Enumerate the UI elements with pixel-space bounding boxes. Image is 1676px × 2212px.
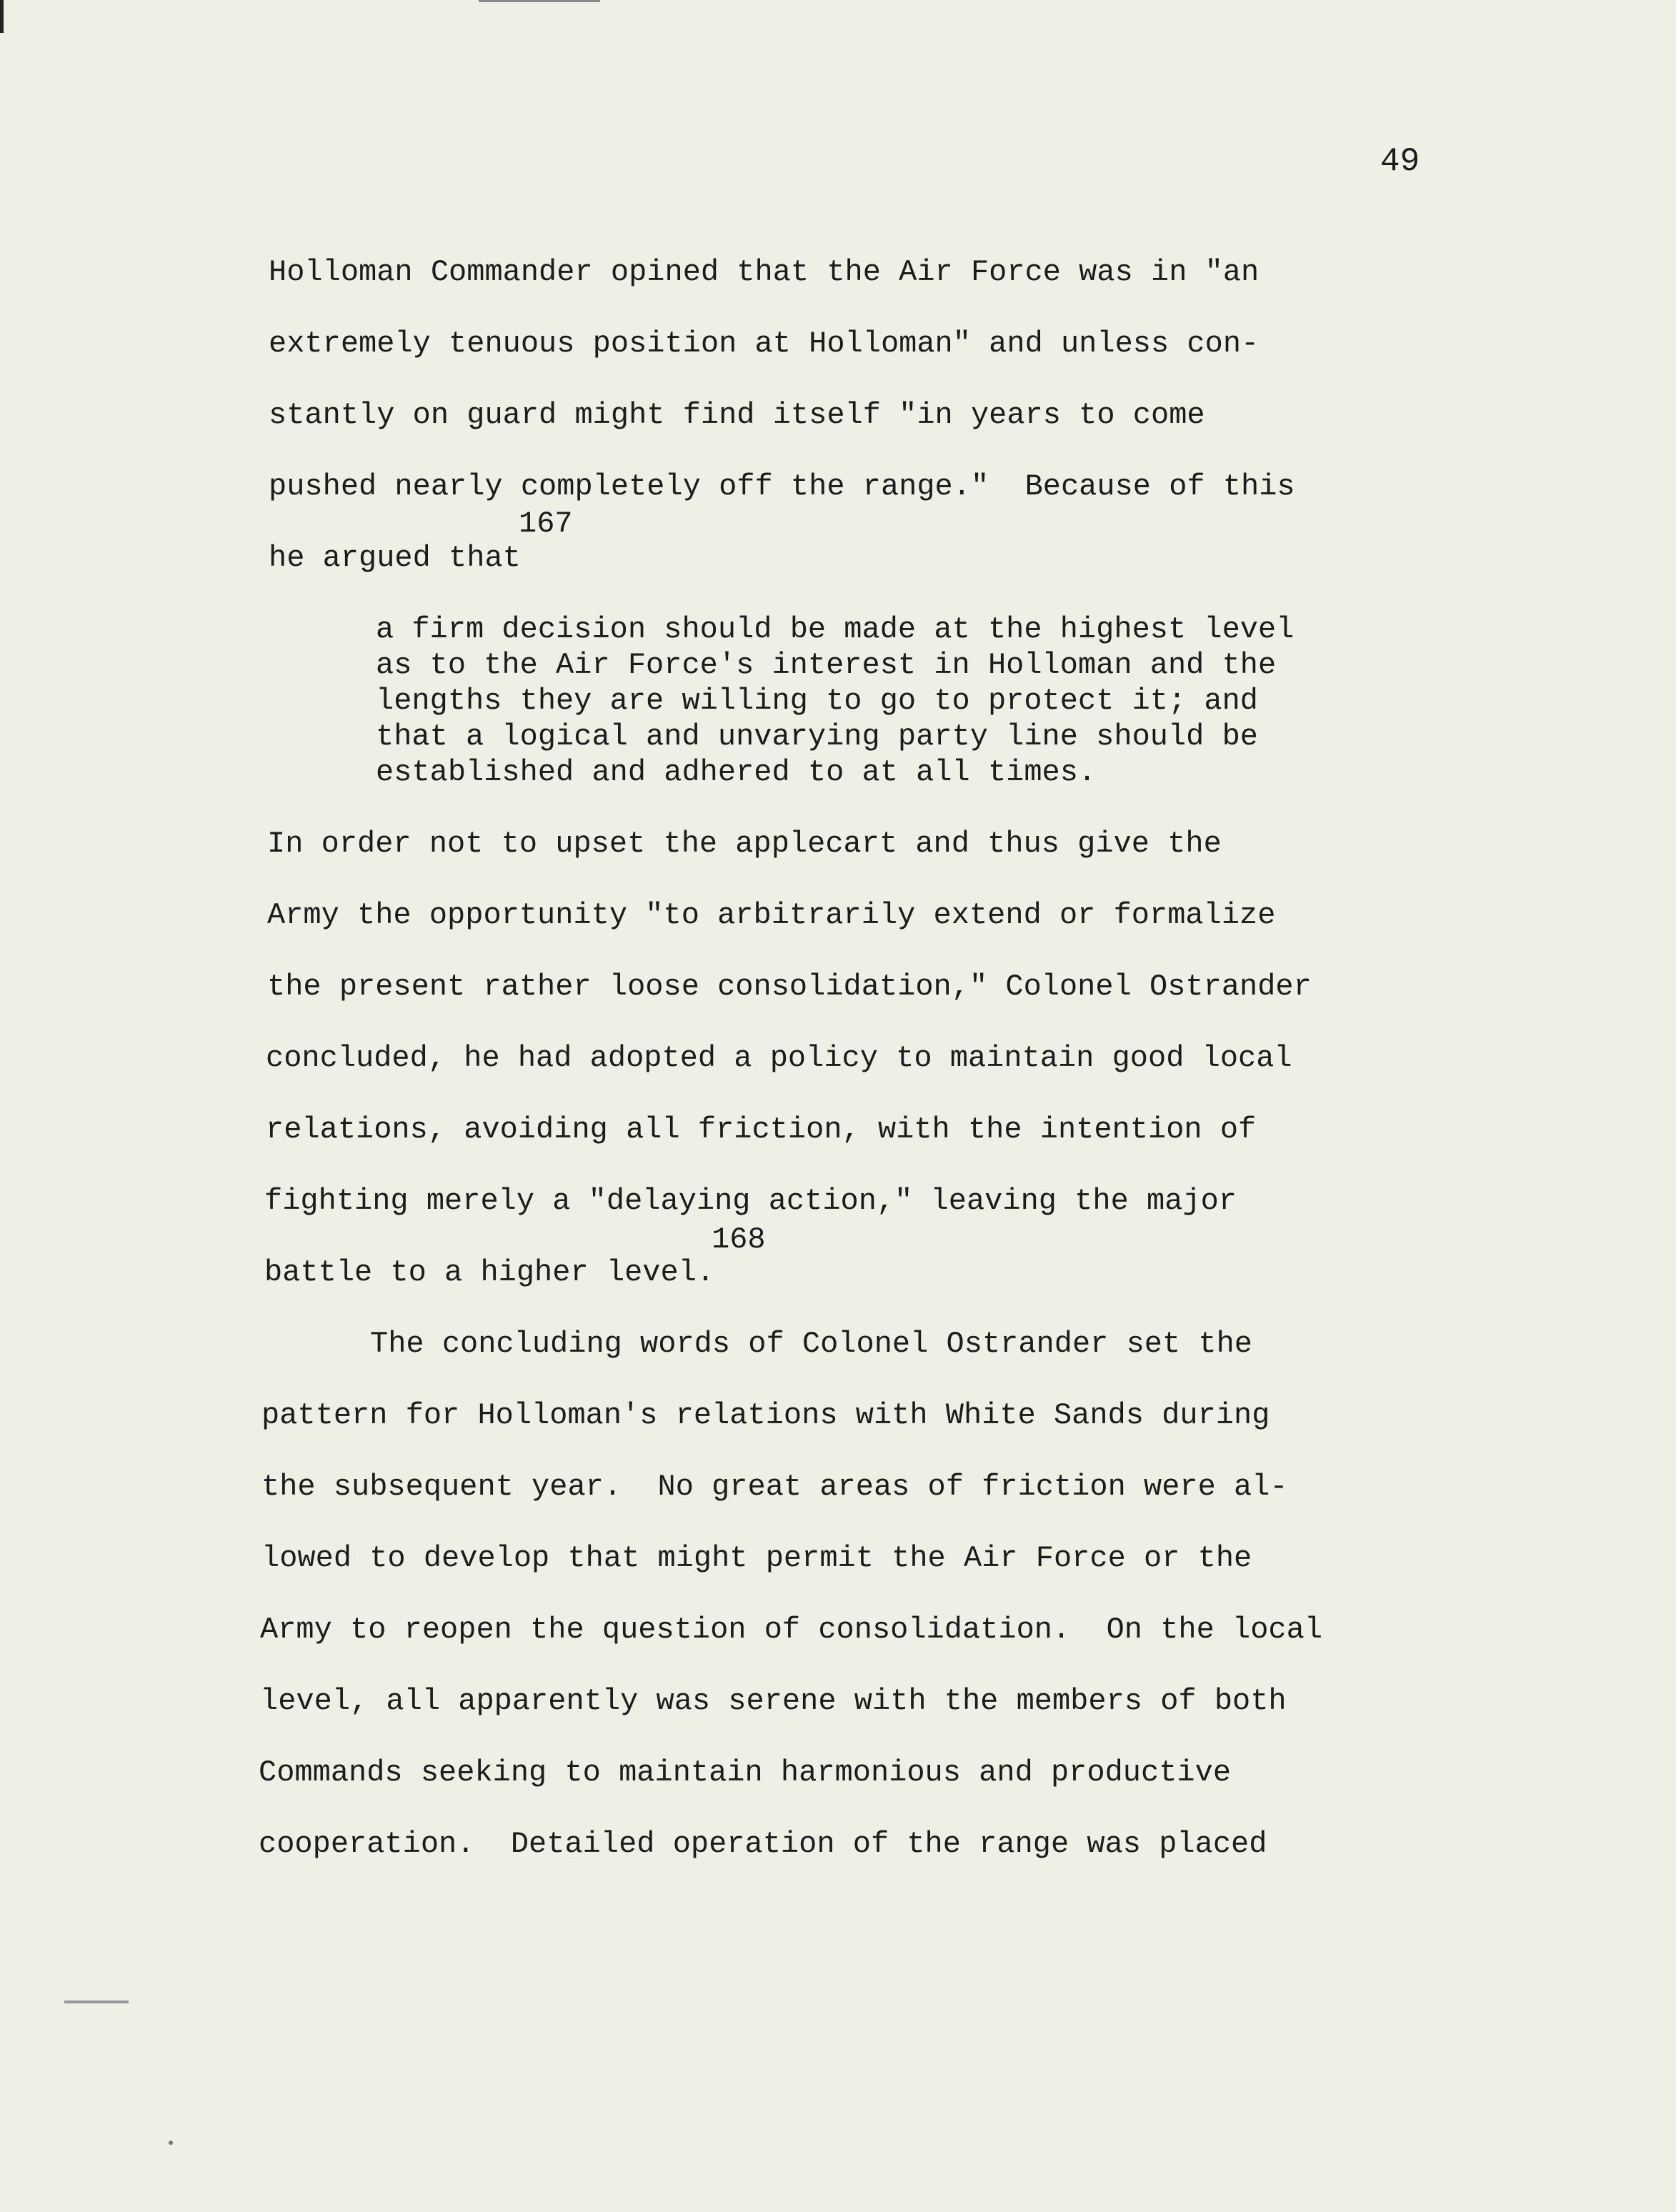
paragraph-3-line: the subsequent year. No great areas of friction were al- [261, 1470, 1288, 1504]
paragraph-1-line: he argued that [269, 541, 521, 575]
scan-margin-line [64, 2001, 129, 2003]
paragraph-3-line: The concluding words of Colonel Ostrander set the [370, 1327, 1253, 1361]
scan-edge-mark [0, 0, 4, 33]
block-quote-line: as to the Air Force's interest in Holloman and the [376, 648, 1277, 682]
page-number: 49 [1380, 143, 1420, 180]
paragraph-3-line: Army to reopen the question of consolidation. On the local [260, 1613, 1323, 1647]
paragraph-1-line: pushed nearly completely off the range." Because of this [269, 469, 1295, 504]
paragraph-2-line: battle to a higher level. [264, 1255, 715, 1290]
scan-dot [169, 2141, 173, 2145]
block-quote-line: lengths they are willing to go to protect it; and [376, 684, 1259, 718]
paragraph-1-line: extremely tenuous position at Holloman" and unless con- [269, 327, 1260, 361]
footnote-ref-167: 167 [519, 507, 573, 541]
paragraph-3-line: cooperation. Detailed operation of the range was placed [259, 1827, 1267, 1861]
paragraph-3-line: lowed to develop that might permit the Air Force or the [261, 1541, 1252, 1575]
paragraph-3-line: Commands seeking to maintain harmonious and productive [259, 1755, 1232, 1790]
footnote-ref-168: 168 [712, 1222, 766, 1257]
paragraph-2-line: Army the opportunity "to arbitrarily extend or formalize [267, 898, 1276, 932]
paragraph-2-line: In order not to upset the applecart and thus give the [267, 827, 1222, 861]
paragraph-3-line: level, all apparently was serene with the members of both [260, 1684, 1287, 1718]
scan-top-line [479, 0, 600, 2]
block-quote-line: established and adhered to at all times. [376, 755, 1097, 789]
block-quote-line: that a logical and unvarying party line should be [376, 719, 1259, 754]
paragraph-2-line: concluded, he had adopted a policy to maintain good local [266, 1041, 1292, 1075]
paragraph-3-line: pattern for Holloman's relations with White Sands during [261, 1398, 1270, 1433]
paragraph-2-line: fighting merely a "delaying action," leaving the major [264, 1184, 1237, 1218]
paragraph-2-line: relations, avoiding all friction, with the intention of [266, 1112, 1257, 1147]
block-quote-line: a firm decision should be made at the highest level [376, 612, 1295, 647]
paragraph-1-line: stantly on guard might find itself "in years to come [269, 398, 1205, 432]
paragraph-1-line: Holloman Commander opined that the Air Force was in "an [269, 255, 1260, 289]
paragraph-2-line: the present rather loose consolidation," Colonel Ostrander [267, 970, 1312, 1004]
